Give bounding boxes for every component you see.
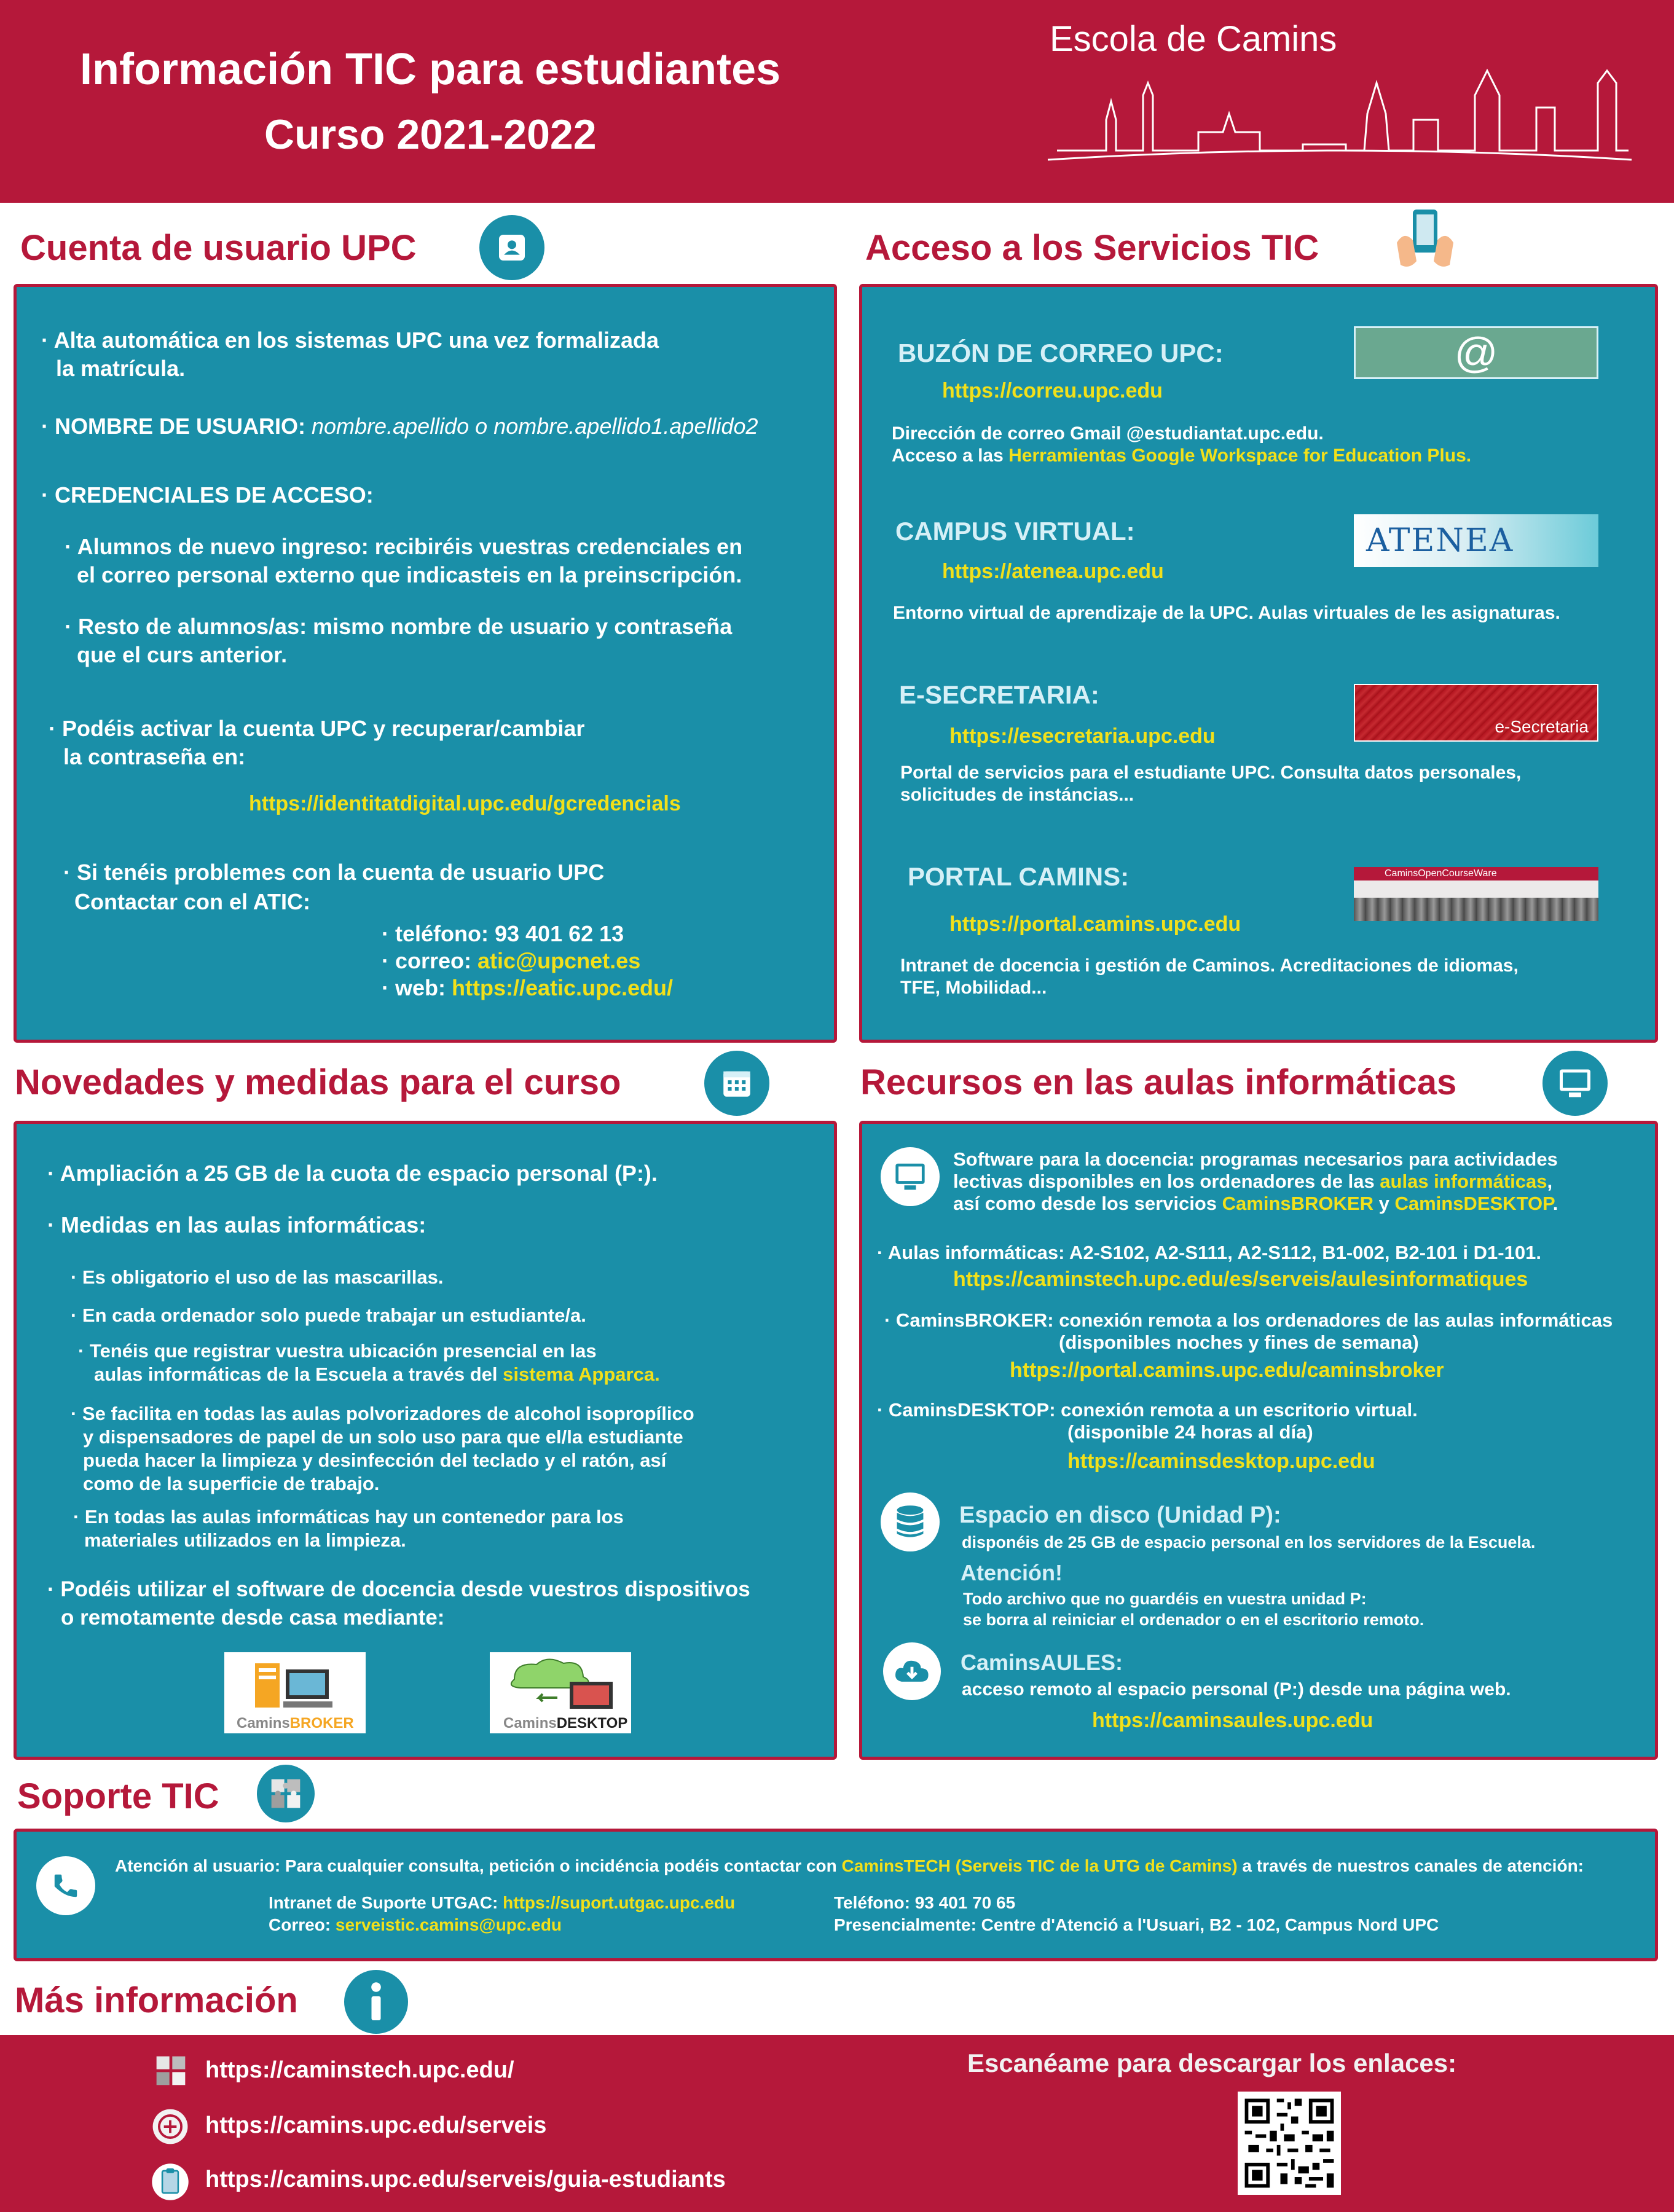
link-portal-caminsbroker[interactable]: https://portal.camins.upc.edu/caminsbroker <box>1010 1359 1444 1382</box>
nov-l6c: pueda hacer la limpieza y desinfección del teclado y el ratón, así <box>83 1449 667 1471</box>
link-serveistic-mail[interactable]: serveistic.camins@upc.edu <box>335 1915 562 1934</box>
page-title: Información TIC para estudiantes <box>80 45 781 94</box>
panel-cuenta <box>14 284 837 1043</box>
cv-title: CAMPUS VIRTUAL: <box>895 517 1135 546</box>
monitor-icon-small <box>881 1147 940 1206</box>
pc-desc-b: TFE, Mobilidad... <box>900 978 1047 998</box>
rec-aules-title: CaminsAULES: <box>961 1650 1123 1675</box>
camins-seal-icon <box>151 2108 189 2146</box>
nov-l6b: y dispensadores de papel de un solo uso para que el/la estudiante <box>83 1426 683 1448</box>
pc-title: PORTAL CAMINS: <box>908 862 1130 891</box>
nov-l8b: o remotamente desde casa mediante: <box>61 1606 445 1630</box>
cuenta-prob-a: · Si tenéis problemes con la cuenta de usuario UPC <box>63 860 605 885</box>
scan-label: Escanéame para descargar los enlaces: <box>967 2049 1457 2077</box>
broker-label-b: BROKER <box>289 1715 354 1732</box>
cuenta-new-b: el correo personal externo que indicasteis en la preinscripción. <box>77 562 742 587</box>
panel-soporte <box>14 1829 1658 1961</box>
phone-label: · teléfono: <box>382 921 495 946</box>
soporte-mail <box>269 1915 562 1935</box>
brand-logo-text: Escola de Camins <box>1050 19 1337 59</box>
rec-sw-b-comma: , <box>1547 1171 1553 1192</box>
es-desc-a: Portal de servicios para el estudiante UPC. Consulta datos personales, <box>900 763 1522 783</box>
atenea-logo[interactable] <box>1354 514 1598 567</box>
phone-icon[interactable] <box>36 1856 95 1915</box>
nov-l5b <box>94 1363 660 1386</box>
section-title-mas: Más información <box>15 1980 298 2020</box>
username-label: · NOMBRE DE USUARIO: <box>41 414 305 439</box>
rec-attention: Atención! <box>961 1560 1063 1585</box>
monitor-icon <box>1542 1051 1608 1116</box>
mail-desc-a: Dirección de correo Gmail @estudiantat.upc.edu. <box>892 423 1324 444</box>
link-apparca[interactable]: sistema Apparca. <box>503 1363 660 1385</box>
link-camins-serveis[interactable]: https://camins.upc.edu/serveis <box>205 2112 547 2138</box>
section-title-novedades: Novedades y medidas para el curso <box>15 1062 621 1102</box>
rec-att-b: se borra al reiniciar el ordenador o en el escritorio remoto. <box>963 1610 1424 1629</box>
desktop-label <box>503 1715 627 1732</box>
link-caminstech-name[interactable]: CaminsTECH (Serveis TIC de la UTG de Camins) <box>841 1856 1238 1875</box>
nov-l5b-text: aulas informáticas de la Escuela a través del <box>94 1363 503 1385</box>
section-title-cuenta: Cuenta de usuario UPC <box>20 228 417 268</box>
cv-desc: Entorno virtual de aprendizaje de la UPC. Aulas virtuales de les asignaturas. <box>893 603 1560 623</box>
soporte-mail-label: Correo: <box>269 1915 336 1934</box>
link-guia-estudiants[interactable]: https://camins.upc.edu/serveis/guia-estudiants <box>205 2167 726 2192</box>
cuenta-cred-label: · CREDENCIALES DE ACCESO: <box>41 482 374 508</box>
link-eatic[interactable]: https://eatic.upc.edu/ <box>452 975 674 1000</box>
phone-hands-icon <box>1392 206 1458 273</box>
rec-aulas: · Aulas informáticas: A2-S102, A2-S111, A2-S112, B1-002, B2-101 i D1-101. <box>877 1242 1541 1263</box>
panel-acceso <box>859 284 1658 1043</box>
panel-novedades <box>14 1121 837 1760</box>
user-card-icon <box>479 215 544 280</box>
rec-disk-title: Espacio en disco (Unidad P): <box>959 1502 1281 1528</box>
web-label: · web: <box>382 975 452 1000</box>
section-title-recursos: Recursos en las aulas informáticas <box>860 1062 1457 1102</box>
atenea-logo-text: ATENEA <box>1366 522 1514 559</box>
nov-l7b: materiales utilizados en la limpieza. <box>84 1529 406 1551</box>
es-title: E-SECRETARIA: <box>899 680 1099 709</box>
nov-l6a: · Se facilita en todas las aulas polvorizadores de alcohol isopropílico <box>71 1403 694 1424</box>
link-atic-mail[interactable]: atic@upcnet.es <box>477 948 641 973</box>
rec-att-a: Todo archivo que no guardéis en vuestra unidad P: <box>963 1590 1367 1608</box>
esecretaria-logo-text: e-Secretaria <box>1495 717 1589 736</box>
rec-disk-desc: disponéis de 25 GB de espacio personal en los servidores de la Escuela. <box>962 1533 1536 1551</box>
username-format: nombre.apellido o nombre.apellido1.apellido2 <box>312 414 758 439</box>
rec-desk-b: (disponible 24 horas al día) <box>1067 1421 1313 1443</box>
mail-desc-b <box>892 445 1471 466</box>
section-title-acceso: Acceso a los Servicios TIC <box>865 228 1319 268</box>
atic-phone <box>382 921 624 947</box>
page-subtitle: Curso 2021-2022 <box>264 111 597 158</box>
gmail-logo[interactable] <box>1354 326 1598 379</box>
broker-label <box>237 1715 354 1732</box>
soporte-intro-a: Atención al usuario: Para cualquier consulta, petición o incidéncia podéis contactar con <box>115 1856 842 1875</box>
portal-logo-bar: CaminsOpenCourseWare <box>1354 867 1598 880</box>
cuenta-act-b: la contraseña en: <box>63 744 246 769</box>
camins-desktop-logo[interactable] <box>490 1652 631 1733</box>
cloud-download-icon <box>883 1642 941 1700</box>
camins-broker-logo[interactable] <box>224 1652 366 1733</box>
nov-l2: · Medidas en las aulas informáticas: <box>47 1212 426 1237</box>
link-gcredencials[interactable]: https://identitatdigital.upc.edu/gcredencials <box>249 792 681 815</box>
desktop-label-b: DESKTOP <box>556 1715 628 1732</box>
cuenta-rest-b: que el curs anterior. <box>77 642 288 667</box>
link-google-workspace[interactable]: Herramientas Google Workspace for Education Plus. <box>1008 445 1472 466</box>
portal-logo-image <box>1354 898 1598 921</box>
link-suport-utgac[interactable]: https://suport.utgac.upc.edu <box>503 1893 736 1912</box>
link-esecretaria[interactable]: https://esecretaria.upc.edu <box>949 724 1216 748</box>
cuenta-username <box>41 414 758 439</box>
panel-recursos <box>859 1121 1658 1760</box>
broker-label-a: Camins <box>237 1715 290 1732</box>
section-title-soporte: Soporte TIC <box>17 1776 219 1816</box>
info-icon <box>344 1970 408 2034</box>
portal-camins-logo[interactable] <box>1354 867 1598 921</box>
puzzle-icon <box>257 1765 315 1822</box>
cuenta-rest-a: · Resto de alumnos/as: mismo nombre de usuario y contraseña <box>65 614 733 639</box>
server-pc-icon <box>249 1657 341 1712</box>
atic-web <box>382 975 673 1001</box>
rec-sw-b <box>953 1171 1552 1193</box>
mail-desc-prefix: Acceso a las <box>892 445 1009 466</box>
cloud-pc-icon <box>502 1655 619 1712</box>
link-portal-camins[interactable]: https://portal.camins.upc.edu <box>949 912 1241 936</box>
mail-title: BUZÓN DE CORREO UPC: <box>898 339 1224 367</box>
soporte-intranet <box>269 1893 735 1913</box>
link-aulas[interactable]: aulas informáticas <box>1380 1171 1547 1192</box>
rec-sw-b-text: lectivas disponibles en los ordenadores de las <box>953 1171 1380 1192</box>
rec-sw-c-text: así como desde los servicios <box>953 1193 1222 1214</box>
qr-code[interactable] <box>1238 2092 1341 2195</box>
puzzle-small-icon <box>154 2053 188 2088</box>
nov-l4: · En cada ordenador solo puede trabajar un estudiante/a. <box>71 1304 586 1326</box>
nov-l7a: · En todas las aulas informáticas hay un contenedor para los <box>73 1506 624 1528</box>
atic-mail <box>382 948 640 974</box>
phone-value: 93 401 62 13 <box>494 921 624 946</box>
pc-desc-a: Intranet de docencia i gestión de Caminos. Acreditaciones de idiomas, <box>900 955 1519 976</box>
rec-broker-a: · CaminsBROKER: conexión remota a los ordenadores de las aulas informáticas <box>884 1309 1613 1331</box>
rec-aules-desc: acceso remoto al espacio personal (P:) desde una página web. <box>962 1679 1511 1700</box>
rec-broker-b: (disponibles noches y fines de semana) <box>1059 1332 1419 1353</box>
nov-l5a: · Tenéis que registrar vuestra ubicación presencial en las <box>78 1340 597 1362</box>
cuenta-new-a: · Alumnos de nuevo ingreso: recibiréis vuestras credenciales en <box>65 534 743 559</box>
link-caminsbroker-inline[interactable]: CaminsBROKER <box>1222 1193 1373 1214</box>
desktop-label-a: Camins <box>503 1715 557 1732</box>
rec-sw-a: Software para la docencia: programas necesarios para actividades <box>953 1148 1558 1170</box>
link-correu[interactable]: https://correu.upc.edu <box>942 379 1163 402</box>
database-icon <box>881 1492 940 1551</box>
skyline-logo <box>1045 58 1635 169</box>
calendar-icon <box>704 1051 769 1116</box>
soporte-presencial: Presencialmente: Centre d'Atenció a l'Usuari, B2 - 102, Campus Nord UPC <box>834 1915 1439 1934</box>
cuenta-line1a: · Alta automática en los sistemas UPC una vez formalizada <box>41 327 659 353</box>
at-icon: @ <box>1454 329 1498 377</box>
es-desc-b: solicitudes de instáncias... <box>900 785 1134 805</box>
link-caminsdesktop-inline[interactable]: CaminsDESKTOP <box>1394 1193 1553 1214</box>
cuenta-act-a: · Podéis activar la cuenta UPC y recuperar/cambiar <box>49 716 585 741</box>
nov-l3: · Es obligatorio el uso de las mascarillas. <box>71 1266 444 1288</box>
nov-l1: · Ampliación a 25 GB de la cuota de espacio personal (P:). <box>47 1161 658 1186</box>
clipboard-icon <box>151 2163 189 2201</box>
nov-l8a: · Podéis utilizar el software de docencia desde vuestros dispositivos <box>47 1577 750 1601</box>
rec-desk-a: · CaminsDESKTOP: conexión remota a un escritorio virtual. <box>877 1399 1418 1421</box>
nov-l6d: como de la superficie de trabajo. <box>83 1473 380 1494</box>
link-caminstech[interactable]: https://caminstech.upc.edu/ <box>205 2057 514 2083</box>
cuenta-line1b: la matrícula. <box>56 356 186 381</box>
link-caminsaules[interactable]: https://caminsaules.upc.edu <box>1092 1709 1373 1732</box>
soporte-intro <box>115 1856 1584 1876</box>
intranet-label: Intranet de Suporte UTGAC: <box>269 1893 503 1912</box>
link-atenea[interactable]: https://atenea.upc.edu <box>942 560 1164 583</box>
soporte-intro-c: a través de nuestros canales de atención: <box>1237 1856 1584 1875</box>
rec-sw-c-and: y <box>1373 1193 1395 1214</box>
esecretaria-logo[interactable] <box>1354 684 1598 742</box>
cuenta-prob-b: Contactar con el ATIC: <box>74 889 311 914</box>
mail-label: · correo: <box>382 948 478 973</box>
rec-sw-c-dot: . <box>1552 1193 1558 1214</box>
rec-sw-c <box>953 1193 1558 1215</box>
soporte-phone: Teléfono: 93 401 70 65 <box>834 1893 1016 1912</box>
link-aulesinformatiques[interactable]: https://caminstech.upc.edu/es/serveis/aulesinformatiques <box>953 1268 1528 1291</box>
link-caminsdesktop[interactable]: https://caminsdesktop.upc.edu <box>1067 1449 1375 1473</box>
qr-code-pattern <box>1238 2092 1341 2195</box>
